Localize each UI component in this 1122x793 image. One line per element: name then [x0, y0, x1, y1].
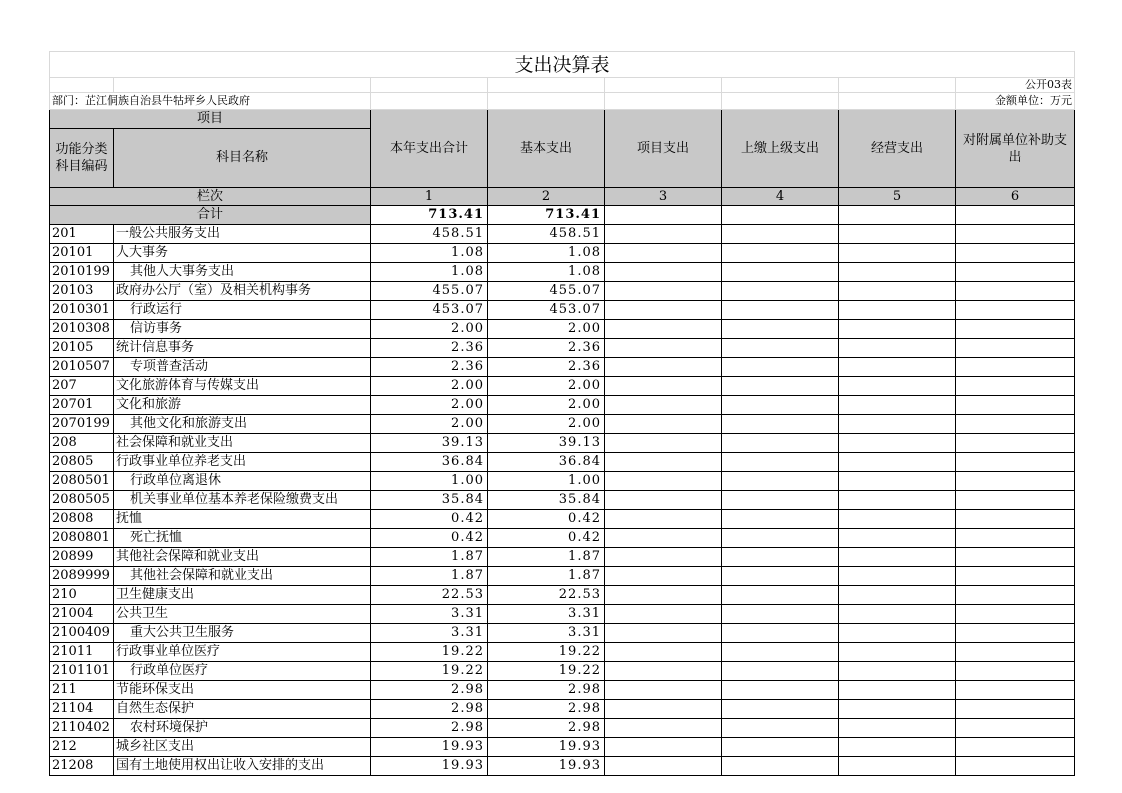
row-business [839, 320, 956, 339]
row-project-expense [605, 263, 722, 282]
row-business [839, 415, 956, 434]
row-project-expense [605, 757, 722, 776]
row-total: 2.36 [371, 358, 488, 377]
row-upper [722, 491, 839, 510]
row-name: 专项普查活动 [114, 358, 371, 377]
header-total: 本年支出合计 [371, 110, 488, 188]
row-total: 1.08 [371, 263, 488, 282]
header-basic: 基本支出 [488, 110, 605, 188]
row-total: 2.00 [371, 377, 488, 396]
row-code: 20101 [50, 244, 114, 263]
table-row [50, 757, 1075, 776]
row-name: 死亡抚恤 [114, 529, 371, 548]
row-upper [722, 681, 839, 700]
table-row [50, 567, 1075, 586]
table-row [50, 510, 1075, 529]
row-code: 211 [50, 681, 114, 700]
row-subsidy [956, 662, 1075, 681]
row-code: 21004 [50, 605, 114, 624]
row-basic: 458.51 [488, 225, 605, 244]
table-row [50, 358, 1075, 377]
row-upper [722, 358, 839, 377]
row-code: 2080501 [50, 472, 114, 491]
page-title: 支出决算表 [50, 52, 1075, 78]
row-basic: 35.84 [488, 491, 605, 510]
table-row [50, 434, 1075, 453]
row-upper [722, 529, 839, 548]
row-basic: 3.31 [488, 624, 605, 643]
row-business [839, 339, 956, 358]
row-business [839, 396, 956, 415]
row-upper [722, 738, 839, 757]
row-total: 1.87 [371, 548, 488, 567]
row-name: 公共卫生 [114, 605, 371, 624]
row-project-expense [605, 301, 722, 320]
row-basic: 2.00 [488, 377, 605, 396]
row-upper [722, 301, 839, 320]
row-subsidy [956, 510, 1075, 529]
row-name: 节能环保支出 [114, 681, 371, 700]
row-code: 20808 [50, 510, 114, 529]
row-name: 其他人大事务支出 [114, 263, 371, 282]
table-row [50, 491, 1075, 510]
row-basic: 453.07 [488, 301, 605, 320]
row-basic: 0.42 [488, 529, 605, 548]
row-subsidy [956, 567, 1075, 586]
row-basic: 2.98 [488, 719, 605, 738]
row-name: 行政事业单位养老支出 [114, 453, 371, 472]
row-name: 其他社会保障和就业支出 [114, 567, 371, 586]
row-project-expense [605, 586, 722, 605]
table-row [50, 548, 1075, 567]
row-project-expense [605, 320, 722, 339]
row-business [839, 643, 956, 662]
row-business [839, 282, 956, 301]
row-subsidy [956, 415, 1075, 434]
row-total: 3.31 [371, 605, 488, 624]
row-upper [722, 719, 839, 738]
table-row [50, 719, 1075, 738]
row-subsidy [956, 225, 1075, 244]
row-upper [722, 472, 839, 491]
row-upper [722, 415, 839, 434]
row-project-expense [605, 738, 722, 757]
row-total: 36.84 [371, 453, 488, 472]
row-code: 2070199 [50, 415, 114, 434]
row-total: 458.51 [371, 225, 488, 244]
row-business [839, 510, 956, 529]
table-row [50, 662, 1075, 681]
row-basic: 22.53 [488, 586, 605, 605]
row-upper [722, 453, 839, 472]
row-business [839, 738, 956, 757]
table-row [50, 396, 1075, 415]
column-number: 3 [605, 188, 722, 206]
row-project-expense [605, 643, 722, 662]
row-basic: 19.93 [488, 757, 605, 776]
department-label: 部门：芷江侗族自治县牛牯坪乡人民政府 [50, 93, 371, 110]
row-subsidy [956, 624, 1075, 643]
row-basic: 2.00 [488, 415, 605, 434]
row-basic: 2.00 [488, 320, 605, 339]
row-upper [722, 434, 839, 453]
row-basic: 2.98 [488, 681, 605, 700]
row-upper [722, 396, 839, 415]
row-project-expense [605, 225, 722, 244]
row-name: 一般公共服务支出 [114, 225, 371, 244]
row-name: 政府办公厅（室）及相关机构事务 [114, 282, 371, 301]
header-column-label: 栏次 [50, 188, 371, 206]
row-total: 39.13 [371, 434, 488, 453]
row-project-expense [605, 719, 722, 738]
table-number: 公开03表 [956, 78, 1075, 93]
row-total: 2.00 [371, 320, 488, 339]
row-total: 35.84 [371, 491, 488, 510]
table-row [50, 415, 1075, 434]
row-business [839, 681, 956, 700]
row-total: 19.22 [371, 643, 488, 662]
row-business [839, 757, 956, 776]
table-row [50, 225, 1075, 244]
total-row-total: 713.41 [371, 206, 488, 225]
row-total: 2.98 [371, 681, 488, 700]
row-name: 人大事务 [114, 244, 371, 263]
row-subsidy [956, 396, 1075, 415]
row-upper [722, 700, 839, 719]
column-number: 4 [722, 188, 839, 206]
row-code: 208 [50, 434, 114, 453]
row-upper [722, 586, 839, 605]
expenditure-table [49, 51, 1075, 776]
row-upper [722, 225, 839, 244]
row-code: 20701 [50, 396, 114, 415]
row-name: 行政运行 [114, 301, 371, 320]
header-code: 功能分类科目编码 [50, 129, 114, 188]
column-number: 2 [488, 188, 605, 206]
spacer-cell [50, 78, 114, 93]
row-basic: 1.00 [488, 472, 605, 491]
row-basic: 1.08 [488, 263, 605, 282]
table-row [50, 453, 1075, 472]
header-business: 经营支出 [839, 110, 956, 188]
row-subsidy [956, 681, 1075, 700]
row-subsidy [956, 263, 1075, 282]
row-upper [722, 757, 839, 776]
row-business [839, 225, 956, 244]
row-total: 22.53 [371, 586, 488, 605]
row-upper [722, 548, 839, 567]
row-project-expense [605, 529, 722, 548]
row-business [839, 719, 956, 738]
row-code: 2080505 [50, 491, 114, 510]
row-subsidy [956, 529, 1075, 548]
table-row [50, 301, 1075, 320]
row-basic: 1.08 [488, 244, 605, 263]
row-total: 455.07 [371, 282, 488, 301]
row-name: 自然生态保护 [114, 700, 371, 719]
row-total: 453.07 [371, 301, 488, 320]
row-project-expense [605, 282, 722, 301]
row-business [839, 244, 956, 263]
row-subsidy [956, 358, 1075, 377]
row-total: 1.08 [371, 244, 488, 263]
row-subsidy [956, 472, 1075, 491]
row-business [839, 453, 956, 472]
row-subsidy [956, 757, 1075, 776]
row-total: 0.42 [371, 510, 488, 529]
row-name: 行政单位医疗 [114, 662, 371, 681]
row-basic: 1.87 [488, 567, 605, 586]
row-business [839, 377, 956, 396]
row-business [839, 548, 956, 567]
row-code: 20805 [50, 453, 114, 472]
row-total: 0.42 [371, 529, 488, 548]
row-business [839, 662, 956, 681]
row-total: 19.93 [371, 757, 488, 776]
row-basic: 2.36 [488, 339, 605, 358]
row-business [839, 586, 956, 605]
row-total: 2.36 [371, 339, 488, 358]
row-code: 210 [50, 586, 114, 605]
row-code: 21011 [50, 643, 114, 662]
row-name: 城乡社区支出 [114, 738, 371, 757]
row-business [839, 472, 956, 491]
row-basic: 455.07 [488, 282, 605, 301]
row-name: 统计信息事务 [114, 339, 371, 358]
row-code: 201 [50, 225, 114, 244]
row-subsidy [956, 320, 1075, 339]
row-name: 重大公共卫生服务 [114, 624, 371, 643]
row-project-expense [605, 396, 722, 415]
row-upper [722, 662, 839, 681]
row-upper [722, 320, 839, 339]
row-subsidy [956, 453, 1075, 472]
row-name: 文化和旅游 [114, 396, 371, 415]
row-subsidy [956, 301, 1075, 320]
table-row [50, 339, 1075, 358]
row-basic: 39.13 [488, 434, 605, 453]
row-total: 19.93 [371, 738, 488, 757]
row-project-expense [605, 415, 722, 434]
row-business [839, 491, 956, 510]
row-code: 2010301 [50, 301, 114, 320]
table-row [50, 738, 1075, 757]
row-total: 1.87 [371, 567, 488, 586]
row-upper [722, 567, 839, 586]
row-project-expense [605, 510, 722, 529]
row-project-expense [605, 491, 722, 510]
row-basic: 1.87 [488, 548, 605, 567]
row-project-expense [605, 681, 722, 700]
row-total: 1.00 [371, 472, 488, 491]
row-subsidy [956, 339, 1075, 358]
row-upper [722, 339, 839, 358]
row-project-expense [605, 339, 722, 358]
table-row [50, 244, 1075, 263]
row-subsidy [956, 548, 1075, 567]
row-project-expense [605, 662, 722, 681]
row-subsidy [956, 738, 1075, 757]
row-total: 3.31 [371, 624, 488, 643]
table-row [50, 282, 1075, 301]
row-subsidy [956, 434, 1075, 453]
row-business [839, 529, 956, 548]
row-name: 抚恤 [114, 510, 371, 529]
row-name: 信访事务 [114, 320, 371, 339]
row-basic: 19.22 [488, 643, 605, 662]
row-total: 2.98 [371, 719, 488, 738]
row-name: 社会保障和就业支出 [114, 434, 371, 453]
row-code: 2010199 [50, 263, 114, 282]
row-upper [722, 282, 839, 301]
row-code: 21104 [50, 700, 114, 719]
row-code: 212 [50, 738, 114, 757]
row-subsidy [956, 244, 1075, 263]
row-name: 机关事业单位基本养老保险缴费支出 [114, 491, 371, 510]
table-row [50, 700, 1075, 719]
row-project-expense [605, 453, 722, 472]
row-basic: 19.22 [488, 662, 605, 681]
row-basic: 19.93 [488, 738, 605, 757]
row-basic: 36.84 [488, 453, 605, 472]
row-business [839, 263, 956, 282]
table-row [50, 605, 1075, 624]
row-project-expense [605, 700, 722, 719]
row-subsidy [956, 605, 1075, 624]
row-name: 行政单位离退休 [114, 472, 371, 491]
column-number: 1 [371, 188, 488, 206]
row-code: 20103 [50, 282, 114, 301]
row-code: 2089999 [50, 567, 114, 586]
row-subsidy [956, 491, 1075, 510]
table-row [50, 529, 1075, 548]
row-name: 其他社会保障和就业支出 [114, 548, 371, 567]
row-project-expense [605, 358, 722, 377]
header-upper: 上缴上级支出 [722, 110, 839, 188]
row-code: 2010507 [50, 358, 114, 377]
row-name: 农村环境保护 [114, 719, 371, 738]
row-subsidy [956, 282, 1075, 301]
row-business [839, 358, 956, 377]
row-basic: 3.31 [488, 605, 605, 624]
unit-label: 金额单位：万元 [956, 93, 1075, 110]
row-project-expense [605, 377, 722, 396]
header-subsidy: 对附属单位补助支出 [956, 110, 1075, 188]
row-total: 2.00 [371, 396, 488, 415]
row-code: 21208 [50, 757, 114, 776]
row-project-expense [605, 548, 722, 567]
table-row [50, 681, 1075, 700]
row-upper [722, 244, 839, 263]
column-number: 6 [956, 188, 1075, 206]
row-business [839, 624, 956, 643]
row-code: 2080801 [50, 529, 114, 548]
expenditure-sheet [49, 51, 1074, 776]
header-project-expense: 项目支出 [605, 110, 722, 188]
row-subsidy [956, 586, 1075, 605]
row-upper [722, 624, 839, 643]
row-code: 2010308 [50, 320, 114, 339]
row-code: 2110402 [50, 719, 114, 738]
row-code: 20899 [50, 548, 114, 567]
table-row [50, 586, 1075, 605]
row-business [839, 301, 956, 320]
header-project: 项目 [50, 110, 371, 129]
row-upper [722, 377, 839, 396]
row-business [839, 700, 956, 719]
row-total: 2.98 [371, 700, 488, 719]
row-project-expense [605, 244, 722, 263]
row-subsidy [956, 377, 1075, 396]
row-basic: 0.42 [488, 510, 605, 529]
row-business [839, 605, 956, 624]
column-number: 5 [839, 188, 956, 206]
row-code: 207 [50, 377, 114, 396]
row-subsidy [956, 700, 1075, 719]
row-name: 文化旅游体育与传媒支出 [114, 377, 371, 396]
row-name: 国有土地使用权出让收入安排的支出 [114, 757, 371, 776]
row-code: 2100409 [50, 624, 114, 643]
row-upper [722, 643, 839, 662]
row-business [839, 567, 956, 586]
table-row [50, 472, 1075, 491]
table-row [50, 377, 1075, 396]
table-row [50, 643, 1075, 662]
total-row-label: 合计 [50, 206, 371, 225]
row-subsidy [956, 719, 1075, 738]
table-row [50, 263, 1075, 282]
total-row-basic: 713.41 [488, 206, 605, 225]
row-project-expense [605, 472, 722, 491]
row-code: 2101101 [50, 662, 114, 681]
row-basic: 2.98 [488, 700, 605, 719]
row-project-expense [605, 434, 722, 453]
row-code: 20105 [50, 339, 114, 358]
row-total: 2.00 [371, 415, 488, 434]
table-row [50, 624, 1075, 643]
row-project-expense [605, 567, 722, 586]
row-basic: 2.00 [488, 396, 605, 415]
row-upper [722, 605, 839, 624]
row-name: 行政事业单位医疗 [114, 643, 371, 662]
row-subsidy [956, 643, 1075, 662]
table-body [50, 225, 1075, 776]
table-row [50, 320, 1075, 339]
row-project-expense [605, 624, 722, 643]
row-name: 其他文化和旅游支出 [114, 415, 371, 434]
row-upper [722, 263, 839, 282]
row-upper [722, 510, 839, 529]
header-name: 科目名称 [114, 129, 371, 188]
row-project-expense [605, 605, 722, 624]
row-name: 卫生健康支出 [114, 586, 371, 605]
row-basic: 2.36 [488, 358, 605, 377]
row-total: 19.22 [371, 662, 488, 681]
row-business [839, 434, 956, 453]
